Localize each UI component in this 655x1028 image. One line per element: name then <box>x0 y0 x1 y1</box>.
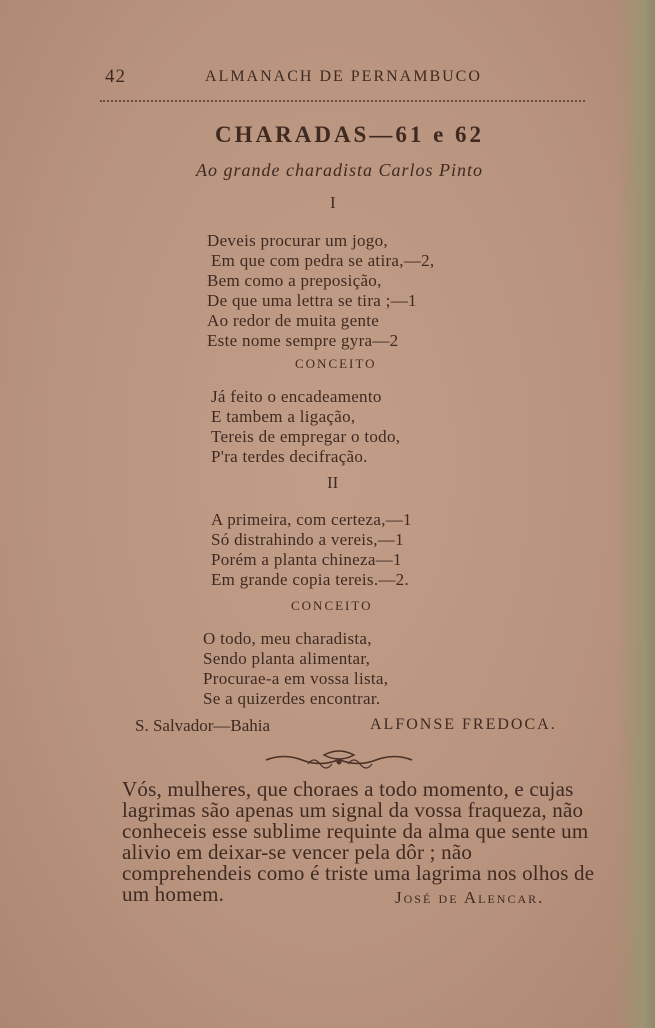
quote-paragraph <box>72 779 600 905</box>
verse-line: De que uma lettra se tira ;—1 <box>207 291 417 310</box>
conceito-stanza-1 <box>211 387 400 467</box>
verse-line: Ao redor de muita gente <box>207 311 380 330</box>
verse-line: Sendo planta alimentar, <box>203 649 371 668</box>
quote-text: Vós, mulheres, que choraes a todo momento, e cujas lagrimas são apenas um signal da vossa fraqueza, não conheceis esse sublime requinte da alma que sente um alivio em deixar-se vencer pela dôr ; não comprehendeis como é triste uma lagrima nos olhos de um homem. <box>122 777 595 906</box>
page-number: 42 <box>105 66 126 87</box>
dedication: Ao grande charadista Carlos Pinto <box>196 160 484 180</box>
stanza-2 <box>211 510 412 590</box>
stanza-1 <box>207 231 434 351</box>
part-numeral-1: I <box>330 193 336 212</box>
verse-line: Porém a planta chineza—1 <box>211 550 402 569</box>
header-dotted-rule <box>100 100 585 102</box>
ornament-divider-icon <box>264 749 414 771</box>
conceito-label-2: CONCEITO <box>291 598 373 613</box>
signature-place: S. Salvador—Bahia <box>135 716 271 735</box>
verse-line: Deveis procurar um jogo, <box>207 231 388 250</box>
running-title: ALMANACH DE PERNAMBUCO <box>205 68 482 85</box>
verse-line: Em que com pedra se atira,—2, <box>211 251 435 270</box>
verse-line: Só distrahindo a vereis,—1 <box>211 530 404 549</box>
verse-line: O todo, meu charadista, <box>203 629 372 648</box>
verse-line: E tambem a ligação, <box>211 407 356 426</box>
verse-line: Em grande copia tereis.—2. <box>211 570 410 589</box>
page-edge-stain <box>617 0 655 1028</box>
verse-line: A primeira, com certeza,—1 <box>211 510 412 529</box>
conceito-label-1: CONCEITO <box>295 356 377 371</box>
verse-line: Já feito o encadeamento <box>211 387 382 406</box>
verse-line: Bem como a preposição, <box>207 271 382 290</box>
verse-line: Tereis de empregar o todo, <box>211 427 401 446</box>
part-numeral-2: II <box>327 473 339 492</box>
conceito-stanza-2 <box>203 629 388 709</box>
signature-author: ALFONSE FREDOCA. <box>370 716 557 733</box>
article-title: CHARADAS—61 e 62 <box>215 122 485 147</box>
verse-line: Este nome sempre gyra—2 <box>207 331 399 350</box>
verse-line: P'ra terdes decifração. <box>211 447 368 466</box>
verse-line: Se a quizerdes encontrar. <box>203 689 381 708</box>
verse-line: Procurae-a em vossa lista, <box>203 669 389 688</box>
quote-author: José de Alencar. <box>395 888 545 907</box>
